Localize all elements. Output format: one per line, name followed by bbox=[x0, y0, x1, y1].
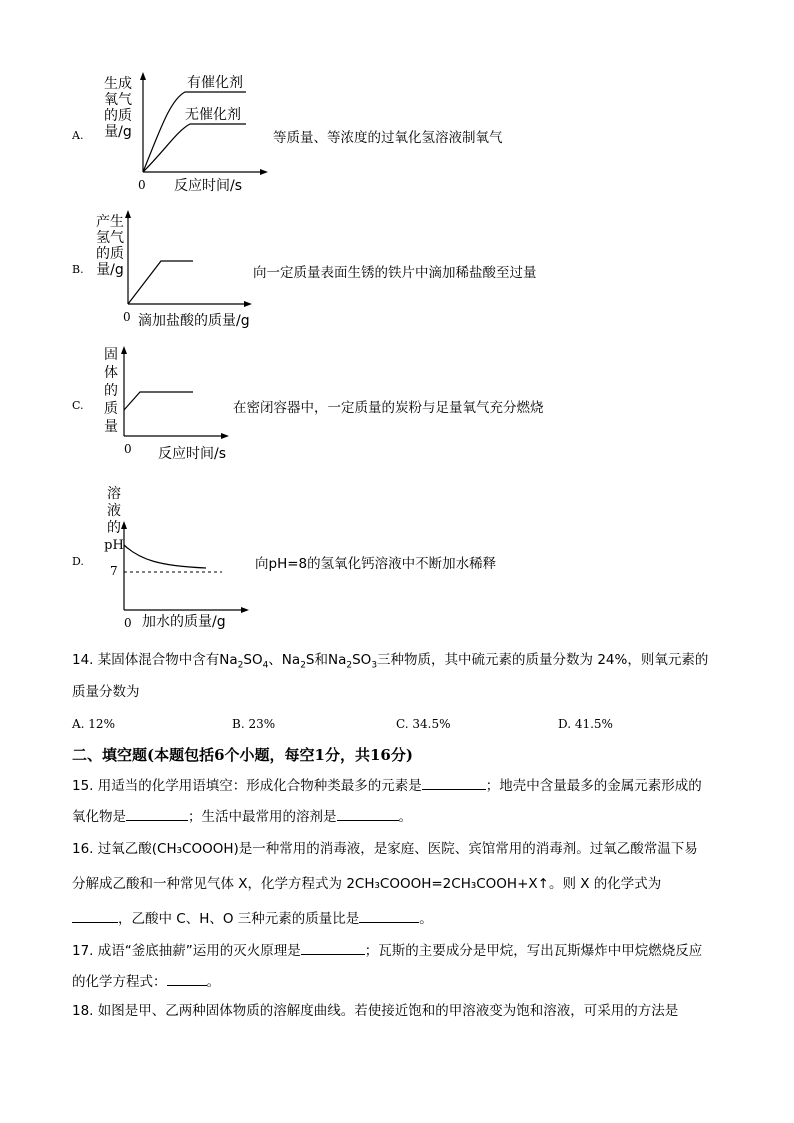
question-18-line1: 18. 如图是甲、乙两种固体物质的溶解度曲线。若使接近饱和的甲溶液变为饱和溶液，可采用的方法是 bbox=[72, 1003, 679, 1019]
question-16-line1: 16. 过氧乙酸(CH₃COOOH)是一种常用的消毒液，是家庭、医院、宾馆常用的消毒剂。过氧乙酸常温下易 bbox=[72, 841, 698, 857]
option-b-label: B. bbox=[72, 263, 84, 276]
question-17-line2: 的化学方程式： 。 bbox=[72, 966, 220, 998]
graph-d-curve bbox=[124, 545, 206, 568]
graph-b-zero: 0 bbox=[123, 310, 131, 324]
graph-a-curve2-label: 无催化剂 bbox=[185, 107, 241, 123]
graph-d-xlabel: 加水的质量/g bbox=[142, 614, 226, 630]
answer-blank[interactable] bbox=[72, 908, 118, 923]
graph-c-xlabel: 反应时间/s bbox=[158, 446, 227, 462]
graph-c-line bbox=[124, 392, 193, 410]
answer-blank[interactable] bbox=[301, 940, 365, 955]
graph-d-zero: 0 bbox=[124, 616, 132, 630]
graph-b-xlabel: 滴加盐酸的质量/g bbox=[138, 313, 250, 329]
answer-blank[interactable] bbox=[337, 806, 399, 821]
option-d-label: D. bbox=[72, 555, 84, 568]
answer-blank[interactable] bbox=[422, 775, 486, 790]
answer-blank[interactable] bbox=[359, 908, 419, 923]
graph-a-curve-catalyst bbox=[143, 92, 246, 172]
option-a-label: A. bbox=[72, 129, 84, 142]
question-14-line2: 质量分数为 bbox=[72, 684, 140, 700]
graph-b-description: 向一定质量表面生锈的铁片中滴加稀盐酸至过量 bbox=[253, 265, 537, 281]
question-14-option-d: D. 41.5% bbox=[558, 717, 613, 731]
graph-a-ylabel: 生成 氧气 的质 量/g bbox=[104, 76, 132, 140]
question-17-line1: 17. 成语“釜底抽薪”运用的灭火原理是 ；瓦斯的主要成分是甲烷，写出瓦斯爆炸中甲烷燃烧反应 bbox=[72, 935, 702, 967]
question-14-line1: 14. 某固体混合物中含有$Na_2SO_4$、$Na_2S$和$Na_2SO_3$三种物质，其中硫元素的质量分数为 24%，则氧元素的 bbox=[72, 652, 709, 671]
graph-d-description: 向pH=8的氢氧化钙溶液中不断加水稀释 bbox=[255, 556, 497, 572]
graph-b-axes bbox=[125, 210, 252, 307]
graph-c-description: 在密闭容器中，一定质量的炭粉与足量氧气充分燃烧 bbox=[233, 400, 544, 416]
answer-blank[interactable] bbox=[126, 806, 188, 821]
graph-d-tick-7: 7 bbox=[110, 564, 118, 578]
graph-b-line bbox=[128, 261, 193, 304]
graph-b-ylabel: 产生 氢气 的质 量/g bbox=[96, 214, 124, 278]
graph-a-description: 等质量、等浓度的过氧化氢溶液制氧气 bbox=[273, 130, 503, 146]
graph-c-ylabel: 固 体 的 质 量 bbox=[104, 347, 118, 435]
graph-a-xlabel: 反应时间/s bbox=[174, 178, 243, 194]
graph-a-curve1-label: 有催化剂 bbox=[187, 75, 243, 91]
question-15-line1: 15. 用适当的化学用语填空：形成化合物种类最多的元素是 ；地壳中含量最多的金属元素形成的 bbox=[72, 770, 702, 802]
graph-a-zero: 0 bbox=[138, 178, 146, 192]
question-16-line3: ，乙酸中 C、H、O 三种元素的质量比是 。 bbox=[72, 903, 433, 935]
section-2-heading: 二、填空题(本题包括6个小题，每空1分，共16分) bbox=[72, 746, 413, 764]
question-14-option-c: C. 34.5% bbox=[396, 717, 451, 731]
question-14-option-b: B. 23% bbox=[232, 717, 276, 731]
question-14-option-a: A. 12% bbox=[72, 717, 115, 731]
graph-a-curve-nocatalyst bbox=[143, 124, 246, 172]
question-16-line2: 分解成乙酸和一种常见气体 X，化学方程式为 2CH₃COOOH=2CH₃COOH+X↑。则 X 的化学式为 bbox=[72, 876, 662, 892]
question-15-line2: 氧化物是 ；生活中最常用的溶剂是 。 bbox=[72, 801, 412, 833]
graph-d-ylabel: 溶 液 的 pH bbox=[104, 486, 124, 553]
graph-c-zero: 0 bbox=[124, 442, 132, 456]
answer-blank[interactable] bbox=[167, 971, 207, 986]
option-c-label: C. bbox=[72, 399, 84, 412]
